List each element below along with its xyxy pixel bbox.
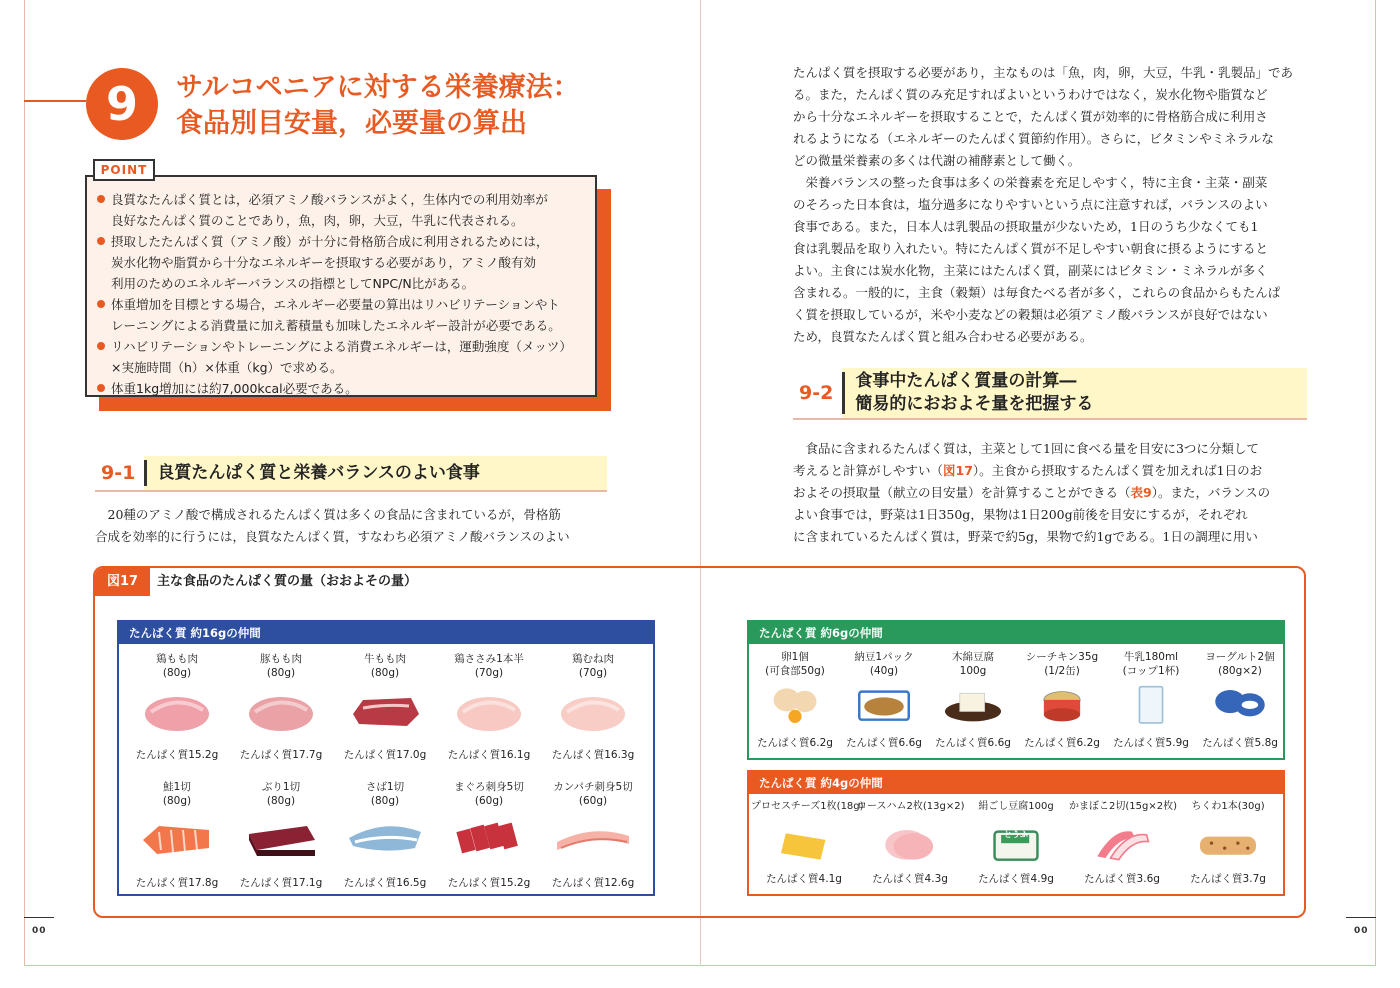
food-amount: (80g) bbox=[162, 667, 192, 679]
food-item bbox=[439, 652, 539, 774]
protein-6g-group bbox=[747, 620, 1285, 760]
food-item bbox=[1018, 650, 1106, 760]
food-item bbox=[439, 780, 539, 902]
food-item bbox=[963, 800, 1069, 894]
kamaboko-illustration bbox=[1089, 822, 1155, 866]
food-amount: (40g) bbox=[869, 665, 899, 677]
body-line: く質を摂取しているが，米や小麦などの穀類は必須アミノ酸バランスが良好ではない bbox=[793, 307, 1268, 322]
section-title: 良質たんぱく質と栄養バランスのよい食事 bbox=[157, 463, 480, 483]
page-number-right: 00 bbox=[1354, 926, 1369, 936]
figure-17 bbox=[93, 566, 1306, 918]
body-line: 考えると計算がしやすい（図17）。主食から摂取するたんぱく質を加えれば1日のお bbox=[793, 463, 1263, 478]
section-9-2-body bbox=[793, 438, 1270, 548]
point-item bbox=[97, 294, 592, 336]
bullet-icon bbox=[97, 384, 105, 392]
protein-value: たんぱく質6.2g bbox=[1024, 737, 1100, 749]
food-item bbox=[231, 780, 331, 902]
food-item bbox=[543, 780, 643, 902]
page-number-rule-right bbox=[1346, 917, 1376, 918]
point-item-line: 炭水化物や脂質から十分なエネルギーを摂取する必要があり，アミノ酸有効 bbox=[111, 255, 537, 270]
food-item bbox=[840, 650, 928, 760]
body-line: 食は乳製品を取り入れたい。特にたんぱく質が不足しやすい朝食に摂るようにすると bbox=[793, 241, 1269, 256]
food-name: ぶり1切 bbox=[261, 781, 301, 793]
protein-value: たんぱく質12.6g bbox=[551, 877, 635, 889]
egg-illustration bbox=[762, 682, 828, 726]
milk-illustration bbox=[1118, 682, 1184, 726]
body-line: 栄養バランスの整った食事は多くの栄養素を充足しやすく，特に主食・主菜・副菜 bbox=[793, 175, 1268, 190]
yogurt-illustration bbox=[1207, 682, 1273, 726]
food-item bbox=[335, 780, 435, 902]
food-name: 木綿豆腐 bbox=[952, 651, 994, 663]
protein-value: たんぱく質17.8g bbox=[135, 877, 219, 889]
body-line: る。また，たんぱく質のみ充足すればよいというわけではなく，炭水化物や脂質など bbox=[793, 87, 1268, 102]
protein-value: たんぱく質16.5g bbox=[343, 877, 427, 889]
body-line: よい。主食には炭水化物，主菜にはたんぱく質，副菜にはビタミン・ミネラルが多く bbox=[793, 263, 1268, 278]
kanpachi-illustration bbox=[553, 812, 633, 862]
food-name: 鶏ささみ1本半 bbox=[454, 653, 524, 665]
section-9-1-heading bbox=[95, 456, 607, 492]
food-item bbox=[751, 650, 839, 760]
saba-illustration bbox=[345, 812, 425, 862]
protein-value: たんぱく質17.0g bbox=[343, 749, 427, 761]
meat-illustration bbox=[553, 684, 633, 734]
point-item-line: 良好なたんぱく質のことであり，魚，肉，卵，大豆，牛乳に代表される。 bbox=[111, 213, 524, 228]
food-item bbox=[127, 780, 227, 902]
food-item bbox=[1107, 650, 1195, 760]
right-page-body bbox=[793, 62, 1293, 348]
food-item bbox=[929, 650, 1017, 760]
beef-illustration bbox=[345, 684, 425, 734]
body-line: から十分なエネルギーを摂取することで，たんぱく質が効率的に骨格筋合成に利用さ bbox=[793, 109, 1268, 124]
figure-reference[interactable]: 図17 bbox=[943, 463, 973, 478]
food-name: 豚もも肉 bbox=[260, 653, 302, 665]
body-line: よい食事では，野菜は1日350g，果物は1日200g前後を目安にするが，それぞれ bbox=[793, 507, 1248, 522]
section-number: 9-1 bbox=[95, 456, 144, 490]
section-title bbox=[845, 368, 1103, 418]
food-name: 牛もも肉 bbox=[364, 653, 406, 665]
section-title-line1: 食事中たんぱく質量の計算― bbox=[855, 371, 1077, 391]
meat-illustration bbox=[137, 684, 217, 734]
page-number-rule-left bbox=[24, 917, 54, 918]
body-line: のそろった日本食は，塩分過多になりやすいという点に注意すれば，バランスのよい bbox=[793, 197, 1268, 212]
protein-value: たんぱく質6.6g bbox=[935, 737, 1011, 749]
fish-illustration bbox=[137, 812, 217, 862]
food-name: 納豆1パック bbox=[854, 651, 914, 663]
food-name: まぐろ刺身5切 bbox=[454, 781, 524, 793]
chapter-title-line2: 食品別目安量，必要量の算出 bbox=[176, 108, 527, 139]
protein-value: たんぱく質5.9g bbox=[1113, 737, 1189, 749]
food-item bbox=[127, 652, 227, 774]
protein-value: たんぱく質17.1g bbox=[239, 877, 323, 889]
point-tag: POINT bbox=[93, 159, 155, 181]
food-name: カンパチ刺身5切 bbox=[553, 781, 633, 793]
point-item-line: 利用のためのエネルギーバランスの指標としてNPC/N比がある。 bbox=[111, 276, 475, 291]
food-item bbox=[335, 652, 435, 774]
food-item bbox=[1175, 800, 1281, 894]
body-line: 食事である。また，日本人は乳製品の摂取量が少ないため，1日のうち少なくても1 bbox=[793, 219, 1259, 234]
food-amount: (70g) bbox=[578, 667, 608, 679]
food-item bbox=[1069, 800, 1175, 894]
point-box bbox=[85, 163, 611, 411]
point-item bbox=[97, 378, 592, 399]
food-name: 絹ごし豆腐100g bbox=[978, 801, 1054, 812]
food-name: 鮭1切 bbox=[163, 781, 191, 793]
food-item bbox=[857, 800, 963, 894]
body-line: 食品に含まれるたんぱく質は，主菜として1回に食べる量を目安に3つに分類して bbox=[793, 441, 1259, 456]
body-line: どの微量栄養素の多くは代謝の補酵素として働く。 bbox=[793, 153, 1081, 168]
chapter-title bbox=[176, 70, 580, 142]
chapter-title-line1: サルコペニアに対する栄養療法： bbox=[176, 72, 580, 103]
food-item bbox=[751, 800, 864, 894]
food-amount: (1/2缶) bbox=[1044, 665, 1080, 677]
food-item bbox=[1196, 650, 1284, 760]
section-title-line2: 簡易的におおよそ量を把握する bbox=[855, 394, 1094, 414]
protein-16g-group bbox=[117, 620, 655, 896]
bullet-icon bbox=[97, 300, 105, 308]
page-number-left: 00 bbox=[32, 926, 47, 936]
food-amount: (80g) bbox=[370, 667, 400, 679]
food-amount: 100g bbox=[959, 665, 987, 677]
bullet-icon bbox=[97, 342, 105, 350]
point-item bbox=[97, 336, 592, 378]
body-line: たんぱく質を摂取する必要があり，主なものは「魚，肉，卵，大豆，牛乳・乳製品」であ bbox=[793, 65, 1294, 80]
point-item-line: リハビリテーションやトレーニングによる消費エネルギーは，運動強度（メッツ） bbox=[111, 339, 572, 354]
protein-value: たんぱく質16.1g bbox=[447, 749, 531, 761]
food-name: ロースハム2枚(13g×2) bbox=[857, 801, 965, 812]
body-line: 20種のアミノ酸で構成されるたんぱく質は多くの食品に含まれているが，骨格筋 bbox=[95, 507, 561, 522]
body-line: 合成を効率的に行うには，良質なたんぱく質，すなわち必須アミノ酸バランスのよい bbox=[95, 529, 570, 544]
food-amount: (80g) bbox=[162, 795, 192, 807]
point-item-line: 体重1kg増加には約7,000kcal必要である。 bbox=[111, 381, 358, 396]
group-heading: たんぱく質 約16gの仲間 bbox=[119, 622, 653, 644]
food-name: ちくわ1本(30g) bbox=[1191, 801, 1265, 812]
table-reference[interactable]: 表9 bbox=[1130, 485, 1152, 500]
chikuwa-illustration bbox=[1195, 822, 1261, 866]
food-name: 牛乳180ml bbox=[1123, 651, 1179, 663]
body-line: およその摂取量（献立の目安量）を計算することができる（表9）。また，バランスの bbox=[793, 485, 1271, 500]
point-item-line: レーニングによる消費量に加え蓄積量も加味したエネルギー設計が必要である。 bbox=[111, 318, 561, 333]
group-heading: たんぱく質 約4gの仲間 bbox=[749, 772, 1283, 794]
food-name: 卵1個 bbox=[781, 651, 809, 663]
point-item-line: 体重増加を目標とする場合，エネルギー必要量の算出はリハビリテーションやト bbox=[111, 297, 560, 312]
food-amount: (60g) bbox=[474, 795, 504, 807]
food-item bbox=[543, 652, 643, 774]
protein-value: たんぱく質4.1g bbox=[766, 873, 842, 885]
section-number: 9-2 bbox=[793, 368, 842, 418]
body-line: ため，良質なたんぱく質と組み合わせる必要がある。 bbox=[793, 329, 1093, 344]
protein-value: たんぱく質16.3g bbox=[551, 749, 635, 761]
meat-illustration bbox=[241, 684, 321, 734]
food-amount: (80g×2) bbox=[1218, 665, 1262, 677]
tofu-package-label: とうふ bbox=[1004, 830, 1028, 839]
body-line: に含まれているたんぱく質は，野菜で約5g，果物で約1gである。1日の調理に用い bbox=[793, 529, 1258, 544]
food-amount: (可食部50g) bbox=[765, 665, 825, 677]
body-line: 含まれる。一般的に，主食（穀類）は毎食たべる者が多く，これらの食品からもたんぱ bbox=[793, 285, 1281, 300]
bullet-icon bbox=[97, 237, 105, 245]
buri-illustration bbox=[241, 812, 321, 862]
food-name: プロセスチーズ1枚(18g) bbox=[751, 801, 864, 812]
body-line: れるようになる（エネルギーのたんぱく質節約作用）。さらに，ビタミンやミネラルな bbox=[793, 131, 1274, 146]
figure-label: 図17 bbox=[95, 568, 150, 596]
group-heading: たんぱく質 約6gの仲間 bbox=[749, 622, 1283, 644]
sashimi-illustration bbox=[449, 812, 529, 862]
point-item bbox=[97, 189, 592, 231]
protein-value: たんぱく質4.9g bbox=[978, 873, 1054, 885]
food-amount: (コップ1杯) bbox=[1122, 665, 1180, 677]
food-item bbox=[231, 652, 331, 774]
tofu-plate-illustration bbox=[940, 682, 1006, 726]
cheese-illustration bbox=[771, 822, 837, 866]
section-9-1-body bbox=[95, 504, 570, 548]
point-item bbox=[97, 231, 592, 294]
protein-value: たんぱく質15.2g bbox=[135, 749, 219, 761]
can-illustration bbox=[1029, 682, 1095, 726]
protein-value: たんぱく質15.2g bbox=[447, 877, 531, 889]
food-name: ヨーグルト2個 bbox=[1205, 651, 1275, 663]
food-amount: (80g) bbox=[266, 667, 296, 679]
food-name: シーチキン35g bbox=[1025, 651, 1099, 663]
chapter-number: 9 bbox=[86, 68, 158, 140]
protein-value: たんぱく質4.3g bbox=[872, 873, 948, 885]
chapter-rule bbox=[24, 100, 86, 102]
figure-title: 主な食品のたんぱく質の量（おおよその量） bbox=[157, 574, 418, 589]
meat-illustration bbox=[449, 684, 529, 734]
point-list bbox=[97, 189, 592, 399]
bullet-icon bbox=[97, 195, 105, 203]
food-amount: (80g) bbox=[266, 795, 296, 807]
food-name: さば1切 bbox=[365, 781, 405, 793]
protein-value: たんぱく質3.6g bbox=[1084, 873, 1160, 885]
protein-value: たんぱく質6.6g bbox=[846, 737, 922, 749]
natto-illustration bbox=[851, 682, 917, 726]
food-amount: (60g) bbox=[578, 795, 608, 807]
protein-4g-group bbox=[747, 770, 1285, 896]
food-name: 鶏むね肉 bbox=[572, 653, 614, 665]
point-item-line: ×実施時間（h）×体重（kg）で求める。 bbox=[111, 360, 343, 375]
food-name: 鶏もも肉 bbox=[156, 653, 198, 665]
protein-value: たんぱく質3.7g bbox=[1190, 873, 1266, 885]
food-amount: (80g) bbox=[370, 795, 400, 807]
point-item-line: 良質なたんぱく質とは，必須アミノ酸バランスがよく，生体内での利用効率が bbox=[111, 192, 548, 207]
food-name: かまぼこ2切(15g×2枚) bbox=[1069, 801, 1177, 812]
protein-value: たんぱく質17.7g bbox=[239, 749, 323, 761]
point-box-body bbox=[85, 163, 597, 397]
protein-value: たんぱく質5.8g bbox=[1202, 737, 1278, 749]
food-amount: (70g) bbox=[474, 667, 504, 679]
ham-illustration bbox=[877, 822, 943, 866]
section-9-2-heading bbox=[793, 368, 1307, 420]
point-item-line: 摂取したたんぱく質（アミノ酸）が十分に骨格筋合成に利用されるためには， bbox=[111, 234, 549, 249]
protein-value: たんぱく質6.2g bbox=[757, 737, 833, 749]
